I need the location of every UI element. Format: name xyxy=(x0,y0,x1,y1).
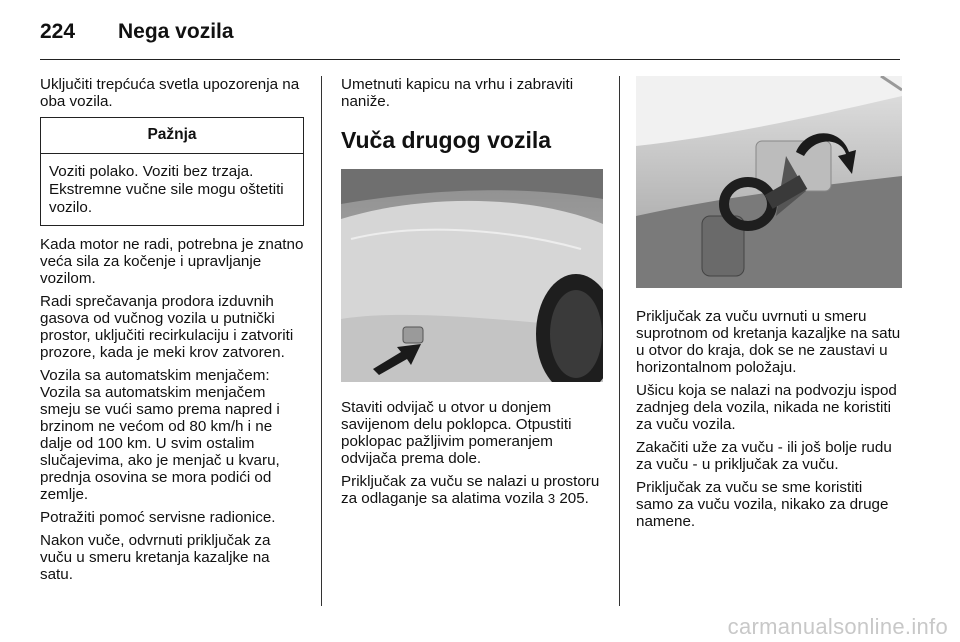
page-reference-icon: 3 xyxy=(547,491,556,506)
paragraph: Umetnuti kapicu na vrhu i zabraviti naniže. xyxy=(341,76,574,110)
paragraph xyxy=(341,473,603,507)
paragraph: Priključak za vuču uvrnuti u smeru suprotnom od kretanja kazaljke na satu u otvor do kraja, dok se ne zaustavi u horizontalnom položaju. xyxy=(636,308,901,376)
bumper-cover-illustration xyxy=(341,169,603,382)
watermark: carmanualsonline.info xyxy=(727,614,948,639)
column-divider xyxy=(619,76,620,606)
column-divider xyxy=(321,76,322,606)
column-right xyxy=(636,76,902,536)
paragraph: Nakon vuče, odvrnuti priključak za vuču u smeru kretanja kazaljke na satu. xyxy=(40,532,271,583)
paragraph: Ušicu koja se nalazi na podvozju ispod zadnjeg dela vozila, nikada ne koristiti za vuču vozila. xyxy=(636,382,897,433)
page-reference: 205. xyxy=(555,490,589,507)
paragraph: Priključak za vuču se sme koristiti samo za vuču vozila, nikako za druge namene. xyxy=(636,479,889,530)
paragraph: Potražiti pomoć servisne radionice. xyxy=(40,509,276,526)
column-middle xyxy=(341,76,603,513)
paragraph: Radi sprečavanja prodora izduvnih gasova od vučnog vozila u putnički prostor, uključiti recirkulaciju i zatvoriti prozore, kada je meki krov zatvoren. xyxy=(40,293,294,361)
paragraph: Vozila sa automatskim menjačem: Vozila sa automatskim menjačem smeju se vući samo prema napred i brzinom ne većom od 80 km/h i ne dalje od 100 km. U svim ostalim slučajevima, ako je menjač u kvaru, prednja osovina se mora podići od zemlje. xyxy=(40,367,280,503)
caution-box xyxy=(40,117,304,226)
paragraph-text: Priključak za vuču se nalazi u prostoru za odlaganje sa alatima vozila xyxy=(341,473,600,507)
page-title: Nega vozila xyxy=(118,20,234,43)
page-number: 224 xyxy=(40,20,76,43)
section-heading: Vuča drugog vozila xyxy=(341,127,552,153)
header-rule xyxy=(40,59,900,60)
caution-text: Voziti polako. Voziti bez trzaja. Ekstremne vučne sile mogu oštetiti vozilo. xyxy=(49,163,284,216)
paragraph: Uključiti trepćuća svetla upozorenja na oba vozila. xyxy=(40,76,300,110)
paragraph: Kada motor ne radi, potrebna je znatno veća sila za kočenje i upravljanje vozilom. xyxy=(40,236,304,287)
paragraph: Staviti odvijač u otvor u donjem savijenom delu poklopca. Otpustiti poklopac pažljivim pomeranjem odvijača prema dole. xyxy=(341,399,572,467)
caution-heading: Pažnja xyxy=(41,118,303,154)
column-left xyxy=(40,76,304,589)
towing-eye-illustration xyxy=(636,76,902,288)
paragraph: Zakačiti uže za vuču - ili još bolje rudu za vuču - u priključak za vuču. xyxy=(636,439,892,473)
